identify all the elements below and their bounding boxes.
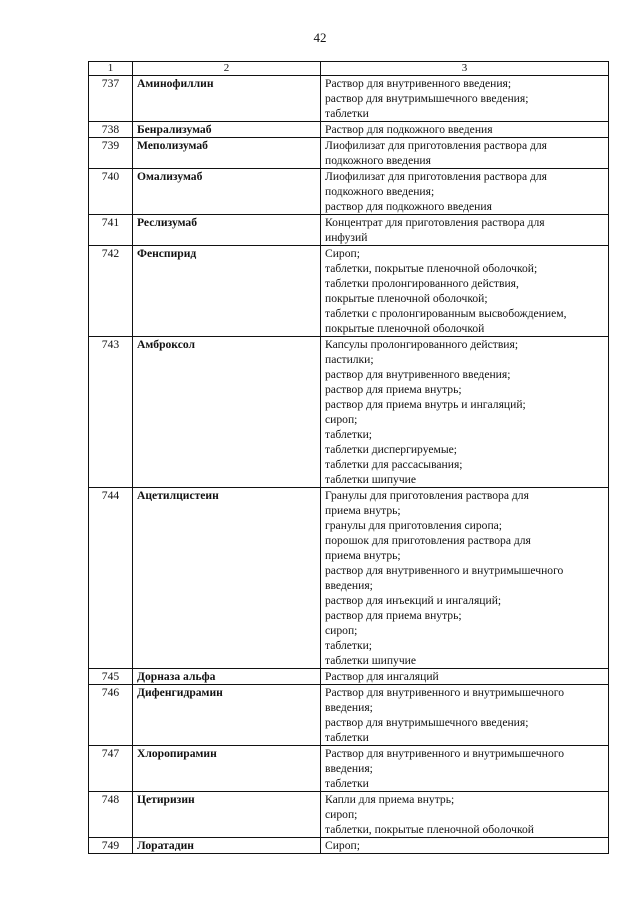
table-row bbox=[89, 246, 609, 337]
dosage-form-line: подкожного введения bbox=[325, 154, 431, 167]
drug-name: Реслизумаб bbox=[133, 215, 321, 246]
row-number: 745 bbox=[89, 669, 133, 685]
dosage-form-line: приема внутрь; bbox=[325, 504, 401, 517]
table-row bbox=[89, 122, 609, 138]
dosage-forms bbox=[321, 246, 609, 337]
dosage-form-line: таблетки с пролонгированным высвобождением, bbox=[325, 307, 567, 320]
dosage-form-line: покрытые пленочной оболочкой bbox=[325, 322, 485, 335]
drug-name: Амброксол bbox=[133, 337, 321, 488]
dosage-form-line: Капсулы пролонгированного действия; bbox=[325, 338, 519, 351]
row-number: 748 bbox=[89, 792, 133, 838]
table-row bbox=[89, 838, 609, 854]
table-row bbox=[89, 685, 609, 746]
dosage-form-line: раствор для внутривенного и внутримышечного bbox=[325, 564, 564, 577]
header-col-1: 1 bbox=[89, 62, 133, 76]
row-number: 742 bbox=[89, 246, 133, 337]
table-row bbox=[89, 138, 609, 169]
dosage-form-line: раствор для приема внутрь; bbox=[325, 383, 462, 396]
dosage-form-line: Лиофилизат для приготовления раствора для bbox=[325, 170, 548, 183]
dosage-form-line: Сироп; bbox=[325, 839, 360, 852]
drug-table bbox=[88, 61, 609, 854]
dosage-form-line: таблетки; bbox=[325, 428, 373, 441]
row-number: 747 bbox=[89, 746, 133, 792]
dosage-form-line: Раствор для внутривенного и внутримышечного bbox=[325, 747, 565, 760]
dosage-forms bbox=[321, 169, 609, 215]
table-row bbox=[89, 76, 609, 122]
table-row bbox=[89, 215, 609, 246]
dosage-forms bbox=[321, 76, 609, 122]
dosage-form-line: таблетки диспергируемые; bbox=[325, 443, 457, 456]
dosage-forms bbox=[321, 122, 609, 138]
table-row bbox=[89, 792, 609, 838]
dosage-form-line: сироп; bbox=[325, 413, 358, 426]
dosage-forms bbox=[321, 669, 609, 685]
row-number: 738 bbox=[89, 122, 133, 138]
dosage-forms bbox=[321, 337, 609, 488]
dosage-form-line: раствор для внутривенного введения; bbox=[325, 368, 511, 381]
dosage-form-line: Раствор для ингаляций bbox=[325, 670, 439, 683]
table-row bbox=[89, 169, 609, 215]
drug-name: Бенрализумаб bbox=[133, 122, 321, 138]
dosage-form-line: сироп; bbox=[325, 808, 358, 821]
dosage-form-line: Капли для приема внутрь; bbox=[325, 793, 455, 806]
dosage-form-line: таблетки bbox=[325, 107, 369, 120]
row-number: 743 bbox=[89, 337, 133, 488]
header-row bbox=[89, 62, 609, 76]
drug-name: Хлоропирамин bbox=[133, 746, 321, 792]
dosage-form-line: Концентрат для приготовления раствора для bbox=[325, 216, 545, 229]
dosage-form-line: раствор для внутримышечного введения; bbox=[325, 716, 529, 729]
dosage-forms bbox=[321, 838, 609, 854]
dosage-form-line: подкожного введения; bbox=[325, 185, 435, 198]
drug-name: Омализумаб bbox=[133, 169, 321, 215]
drug-name: Дифенгидрамин bbox=[133, 685, 321, 746]
drug-name: Цетиризин bbox=[133, 792, 321, 838]
dosage-form-line: раствор для внутримышечного введения; bbox=[325, 92, 529, 105]
row-number: 737 bbox=[89, 76, 133, 122]
dosage-form-line: порошок для приготовления раствора для bbox=[325, 534, 531, 547]
dosage-form-line: таблетки пролонгированного действия, bbox=[325, 277, 519, 290]
page-number: 42 bbox=[313, 30, 327, 45]
drug-name: Лоратадин bbox=[133, 838, 321, 854]
dosage-form-line: Раствор для внутривенного введения; bbox=[325, 77, 512, 90]
table-body bbox=[89, 76, 609, 854]
dosage-form-line: Лиофилизат для приготовления раствора для bbox=[325, 139, 548, 152]
dosage-form-line: Гранулы для приготовления раствора для bbox=[325, 489, 529, 502]
dosage-form-line: таблетки, покрытые пленочной оболочкой; bbox=[325, 262, 538, 275]
dosage-form-line: таблетки, покрытые пленочной оболочкой bbox=[325, 823, 534, 836]
dosage-form-line: таблетки; bbox=[325, 639, 373, 652]
dosage-form-line: таблетки шипучие bbox=[325, 473, 417, 486]
dosage-forms bbox=[321, 215, 609, 246]
dosage-form-line: сироп; bbox=[325, 624, 358, 637]
dosage-form-line: таблетки bbox=[325, 777, 369, 790]
table-row bbox=[89, 669, 609, 685]
dosage-form-line: раствор для подкожного введения bbox=[325, 200, 492, 213]
drug-name: Меполизумаб bbox=[133, 138, 321, 169]
dosage-form-line: приема внутрь; bbox=[325, 549, 401, 562]
dosage-form-line: раствор для инъекций и ингаляций; bbox=[325, 594, 502, 607]
row-number: 744 bbox=[89, 488, 133, 669]
dosage-form-line: таблетки bbox=[325, 731, 369, 744]
dosage-form-line: введения; bbox=[325, 701, 373, 714]
dosage-forms bbox=[321, 685, 609, 746]
dosage-form-line: покрытые пленочной оболочкой; bbox=[325, 292, 488, 305]
header-col-3: 3 bbox=[321, 62, 609, 76]
dosage-form-line: введения; bbox=[325, 762, 373, 775]
dosage-form-line: таблетки шипучие bbox=[325, 654, 417, 667]
row-number: 740 bbox=[89, 169, 133, 215]
dosage-form-line: инфузий bbox=[325, 231, 368, 244]
dosage-form-line: раствор для приема внутрь; bbox=[325, 609, 462, 622]
drug-name: Ацетилцистеин bbox=[133, 488, 321, 669]
drug-name: Фенспирид bbox=[133, 246, 321, 337]
dosage-forms bbox=[321, 138, 609, 169]
dosage-forms bbox=[321, 746, 609, 792]
dosage-form-line: Раствор для подкожного введения bbox=[325, 123, 493, 136]
dosage-form-line: гранулы для приготовления сиропа; bbox=[325, 519, 503, 532]
table-row bbox=[89, 337, 609, 488]
table-row bbox=[89, 488, 609, 669]
table-row bbox=[89, 746, 609, 792]
row-number: 746 bbox=[89, 685, 133, 746]
row-number: 741 bbox=[89, 215, 133, 246]
dosage-form-line: таблетки для рассасывания; bbox=[325, 458, 463, 471]
header-col-2: 2 bbox=[133, 62, 321, 76]
dosage-form-line: пастилки; bbox=[325, 353, 374, 366]
dosage-forms bbox=[321, 792, 609, 838]
drug-name: Дорназа альфа bbox=[133, 669, 321, 685]
dosage-form-line: Сироп; bbox=[325, 247, 360, 260]
drug-name: Аминофиллин bbox=[133, 76, 321, 122]
row-number: 739 bbox=[89, 138, 133, 169]
dosage-form-line: Раствор для внутривенного и внутримышечного bbox=[325, 686, 565, 699]
dosage-forms bbox=[321, 488, 609, 669]
dosage-form-line: раствор для приема внутрь и ингаляций; bbox=[325, 398, 526, 411]
dosage-form-line: введения; bbox=[325, 579, 373, 592]
row-number: 749 bbox=[89, 838, 133, 854]
